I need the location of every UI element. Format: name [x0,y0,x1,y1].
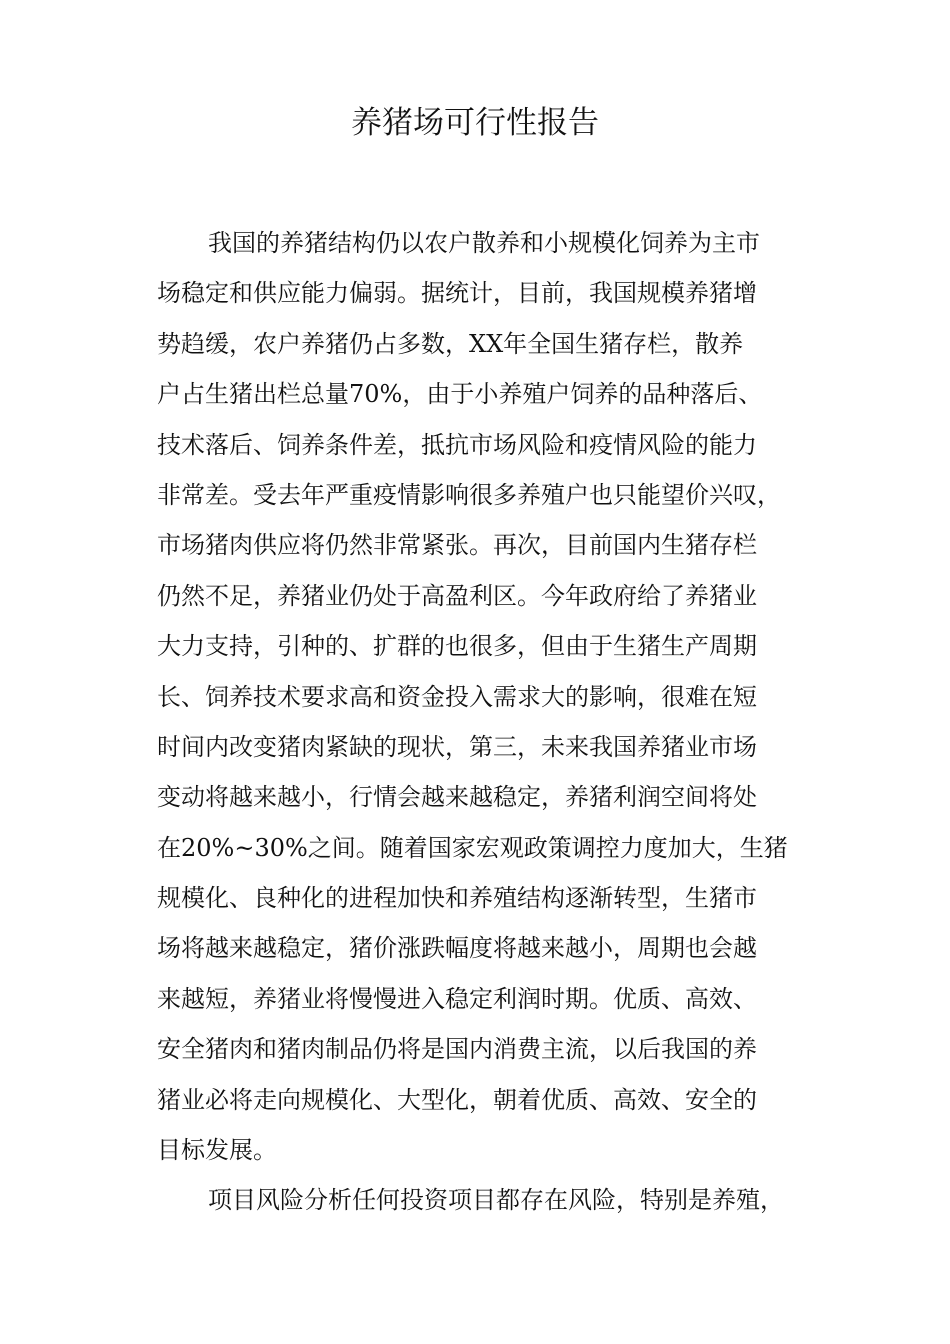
paragraph-line: 势趋缓，农户养猪仍占多数，XX年全国生猪存栏，散养 [157,329,744,358]
paragraph-line: 市场猪肉供应将仍然非常紧张。再次，目前国内生猪存栏 [157,531,757,560]
paragraph-line: 场将越来越稳定，猪价涨跌幅度将越来越小，周期也会越 [157,934,757,963]
paragraph-line: 规模化、良种化的进程加快和养殖结构逐渐转型，生猪市 [157,884,757,913]
paragraph-line: 在20%~30%之间。随着国家宏观政策调控力度加大，生猪 [157,833,788,862]
document-body [157,220,807,1228]
paragraph-line: 大力支持，引种的、扩群的也很多，但由于生猪生产周期 [157,632,757,661]
document-title: 养猪场可行性报告 [351,105,599,141]
paragraph-line: 猪业必将走向规模化、大型化，朝着优质、高效、安全的 [157,1085,757,1114]
paragraph-line: 项目风险分析任何投资项目都存在风险，特别是养殖， [208,1186,784,1215]
paragraph-line: 技术落后、饲养条件差，抵抗市场风险和疫情风险的能力 [157,430,757,459]
paragraph-line: 时间内改变猪肉紧缺的现状，第三，未来我国养猪业市场 [157,732,757,761]
paragraph-line: 户占生猪出栏总量70%，由于小养殖户饲养的品种落后、 [157,380,763,409]
paragraph-line: 非常差。受去年严重疫情影响很多养殖户也只能望价兴叹， [157,480,781,509]
paragraph-line: 长、饲养技术要求高和资金投入需求大的影响，很难在短 [157,682,757,711]
paragraph-line: 来越短，养猪业将慢慢进入稳定利润时期。优质、高效、 [157,984,757,1013]
paragraph-line: 我国的养猪结构仍以农户散养和小规模化饲养为主市 [208,229,760,257]
paragraph-line: 安全猪肉和猪肉制品仍将是国内消费主流，以后我国的养 [157,1035,757,1064]
paragraph-line: 目标发展。 [157,1136,277,1165]
paragraph-line: 变动将越来越小，行情会越来越稳定，养猪利润空间将处 [157,783,757,812]
paragraph-line: 仍然不足，养猪业仍处于高盈利区。今年政府给了养猪业 [157,581,757,610]
paragraph-line: 场稳定和供应能力偏弱。据统计，目前，我国规模养猪增 [157,279,757,308]
